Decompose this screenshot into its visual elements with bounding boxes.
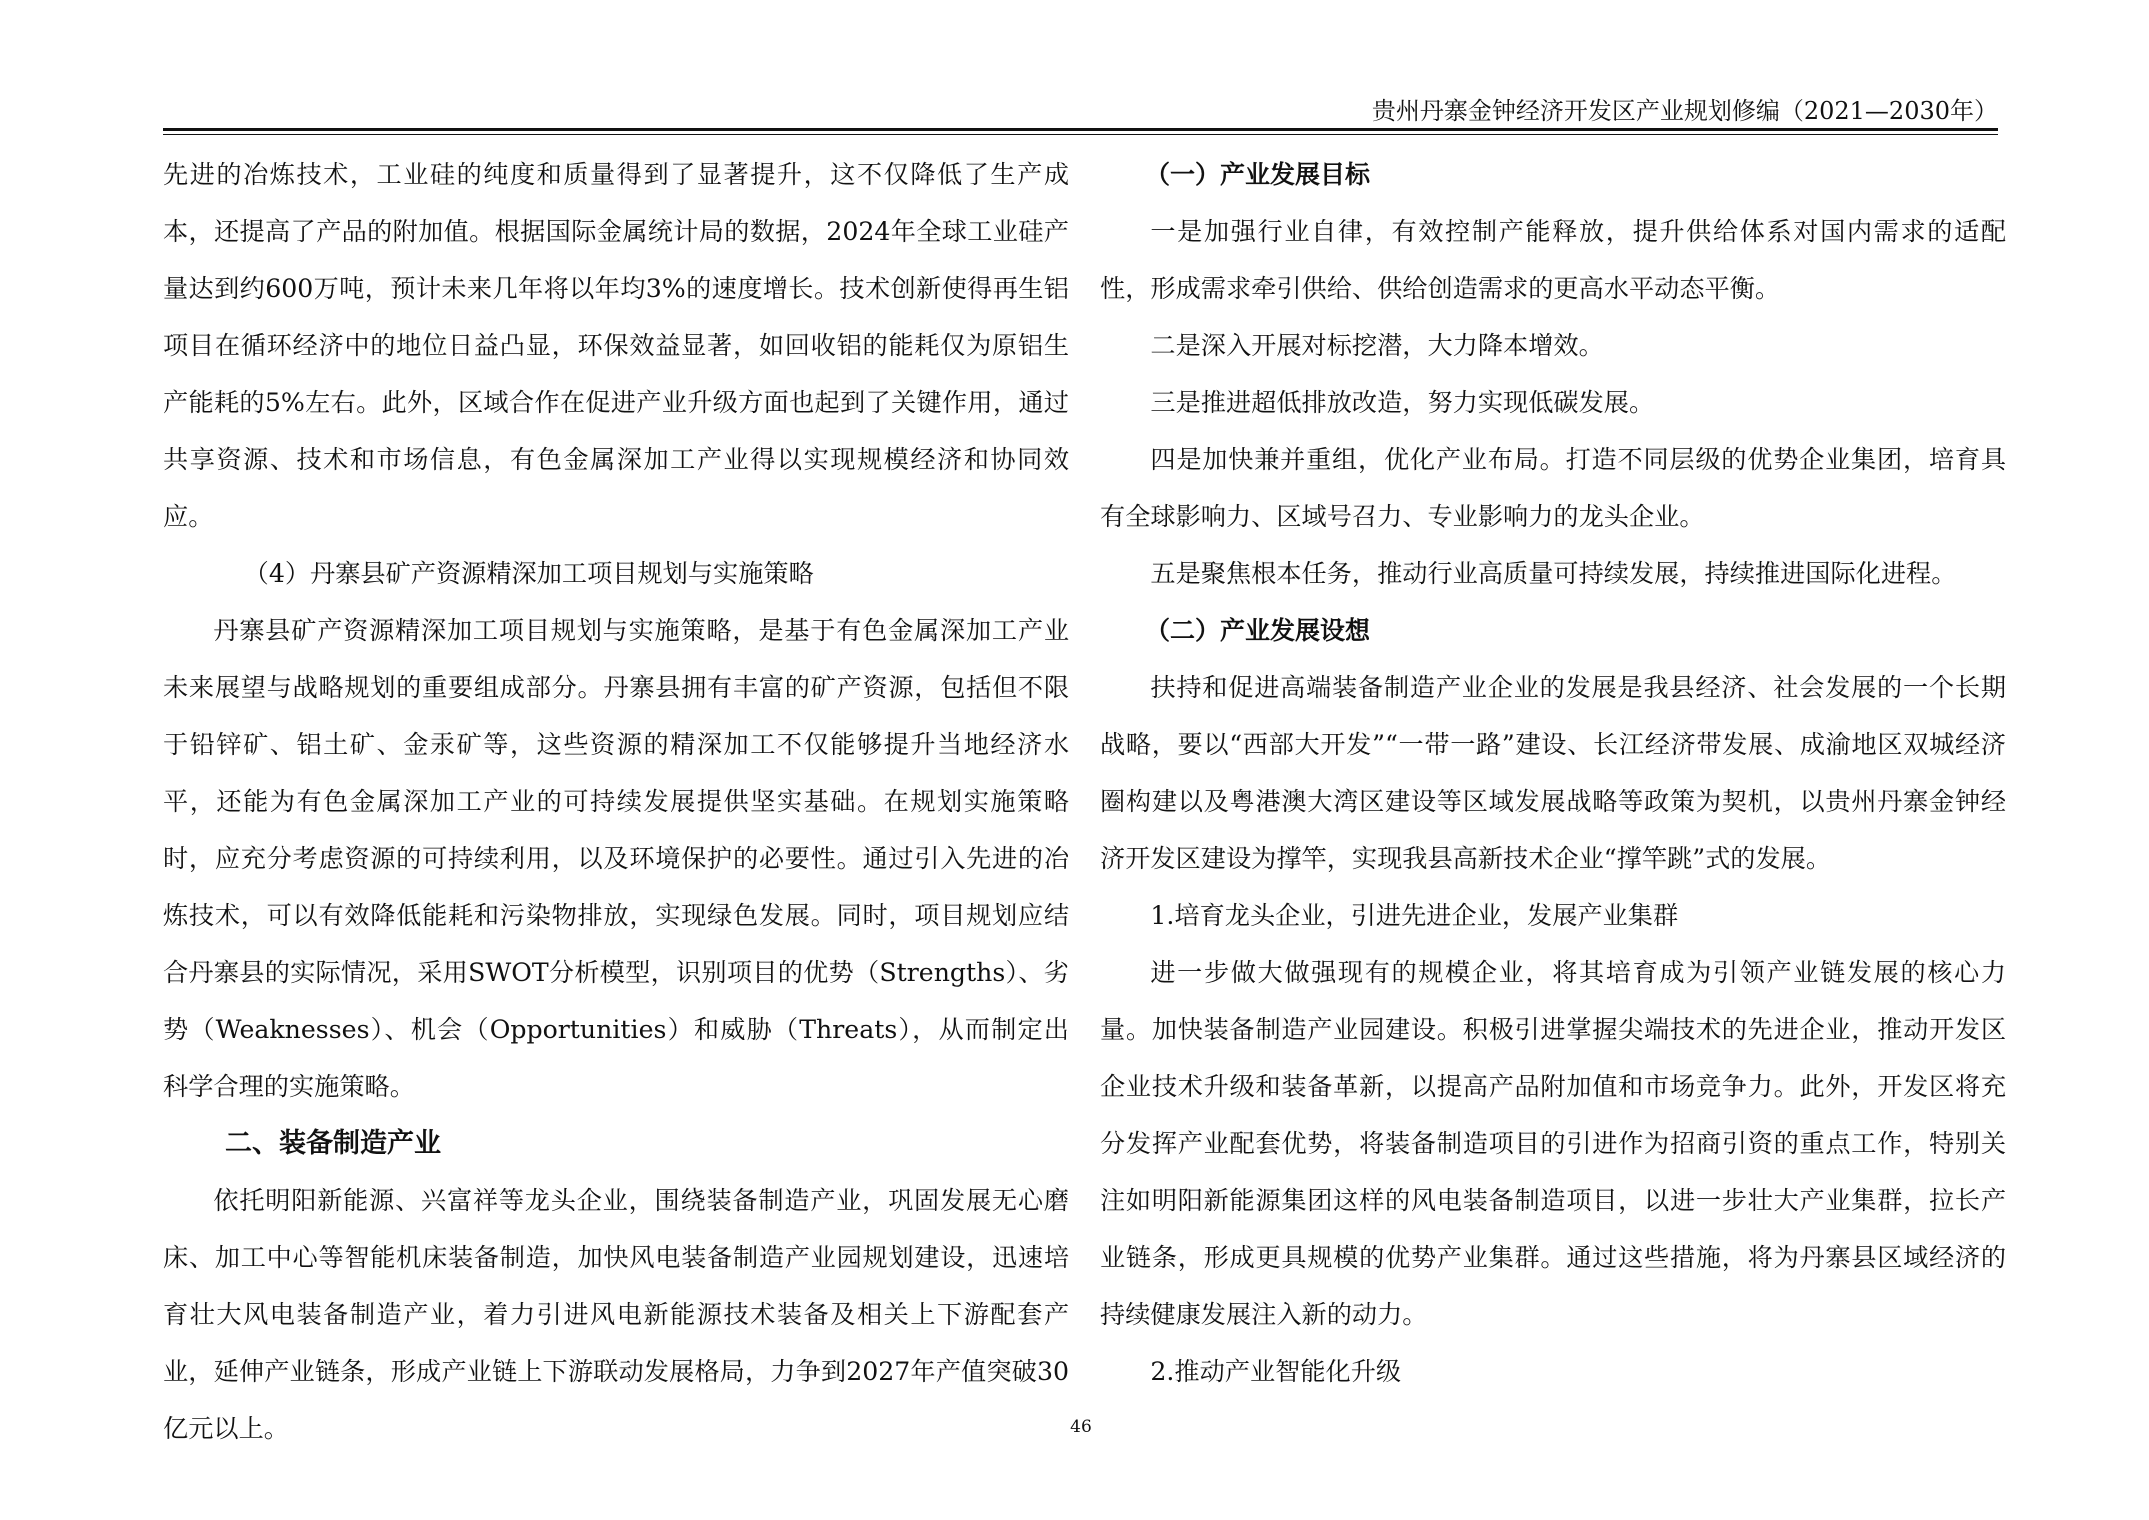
goal-item-3: 三是推进超低排放改造，努力实现低碳发展。: [1150, 388, 1655, 417]
header-rule-thick: [163, 128, 1998, 131]
document-title: 贵州丹寨金钟经济开发区产业规划修编（2021—2030年）: [1371, 97, 1998, 125]
goal-item-5: 五是聚焦根本任务，推动行业高质量可持续发展，持续推进国际化进程。: [1150, 559, 1957, 588]
goal-item-2: 二是深入开展对标挖潜，大力降本增效。: [1150, 331, 1604, 360]
plan-item-1-heading: 1.培育龙头企业，引进先进企业，发展产业集群: [1150, 901, 1679, 930]
goal-item-1: 一是加强行业自律，有效控制产能释放，提升供给体系对国内需求的适配性，形成需求牵引供给、供给创造需求的更高水平动态平衡。: [1100, 217, 2006, 303]
left-column: [163, 146, 1069, 1457]
goal-item-4: 四是加快兼并重组，优化产业布局。打造不同层级的优势企业集团，培育具有全球影响力、区域号召力、专业影响力的龙头企业。: [1100, 445, 2006, 531]
header-rule-thin: [163, 134, 1998, 135]
subsection-4-heading: （4）丹寨县矿产资源精深加工项目规划与实施策略: [243, 559, 814, 588]
plan-paragraph: 扶持和促进高端装备制造产业企业的发展是我县经济、社会发展的一个长期战略，要以“西部大开发”“一带一路”建设、长江经济带发展、成渝地区双城经济圈构建以及粤港澳大湾区建设等区域发展战略等政策为契机，以贵州丹寨金钟经济开发区建设为撑竿，实现我县高新技术企业“撑竿跳”式的发展。: [1100, 673, 2006, 873]
plan-item-1-body: 进一步做大做强现有的规模企业，将其培育成为引领产业链发展的核心力量。加快装备制造产业园建设。积极引进掌握尖端技术的先进企业，推动开发区企业技术升级和装备革新，以提高产品附加值和市场竞争力。此外，开发区将充分发挥产业配套优势，将装备制造项目的引进作为招商引资的重点工作，特别关注如明阳新能源集团这样的风电装备制造项目，以进一步壮大产业集群，拉长产业链条，形成更具规模的优势产业集群。通过这些措施，将为丹寨县区域经济的持续健康发展注入新的动力。: [1100, 958, 2006, 1329]
left-paragraph-strategy: 丹寨县矿产资源精深加工项目规划与实施策略，是基于有色金属深加工产业未来展望与战略规划的重要组成部分。丹寨县拥有丰富的矿产资源，包括但不限于铅锌矿、铝土矿、金汞矿等，这些资源的精深加工不仅能够提升当地经济水平，还能为有色金属深加工产业的可持续发展提供坚实基础。在规划实施策略时，应充分考虑资源的可持续利用，以及环境保护的必要性。通过引入先进的冶炼技术，可以有效降低能耗和污染物排放，实现绿色发展。同时，项目规划应结合丹寨县的实际情况，采用SWOT分析模型，识别项目的优势（Strengths）、劣势（Weaknesses）、机会（Opportunities）和威胁（Threats），从而制定出科学合理的实施策略。: [163, 616, 1069, 1101]
page-header: [163, 96, 1998, 136]
section-heading-equipment: 二、装备制造产业: [225, 1128, 441, 1159]
page-number: 46: [1070, 1417, 1092, 1437]
plan-item-2-heading: 2.推动产业智能化升级: [1150, 1357, 1402, 1386]
left-paragraph-equipment: 依托明阳新能源、兴富祥等龙头企业，围绕装备制造产业，巩固发展无心磨床、加工中心等智能机床装备制造，加快风电装备制造产业园规划建设，迅速培育壮大风电装备制造产业，着力引进风电新能源技术装备及相关上下游配套产业，延伸产业链条，形成产业链上下游联动发展格局，力争到2027年产值突破30亿元以上。: [163, 1186, 1069, 1443]
right-column: [1100, 146, 2006, 1400]
left-paragraph-continued: 先进的冶炼技术，工业硅的纯度和质量得到了显著提升，这不仅降低了生产成本，还提高了产品的附加值。根据国际金属统计局的数据，2024年全球工业硅产量达到约600万吨，预计未来几年将以年均3%的速度增长。技术创新使得再生铝项目在循环经济中的地位日益凸显，环保效益显著，如回收铝的能耗仅为原铝生产能耗的5%左右。此外，区域合作在促进产业升级方面也起到了关键作用，通过共享资源、技术和市场信息，有色金属深加工产业得以实现规模经济和协同效应。: [163, 160, 1069, 531]
subsection-heading-plans: （二）产业发展设想: [1145, 616, 1371, 645]
subsection-heading-goals: （一）产业发展目标: [1145, 160, 1371, 189]
